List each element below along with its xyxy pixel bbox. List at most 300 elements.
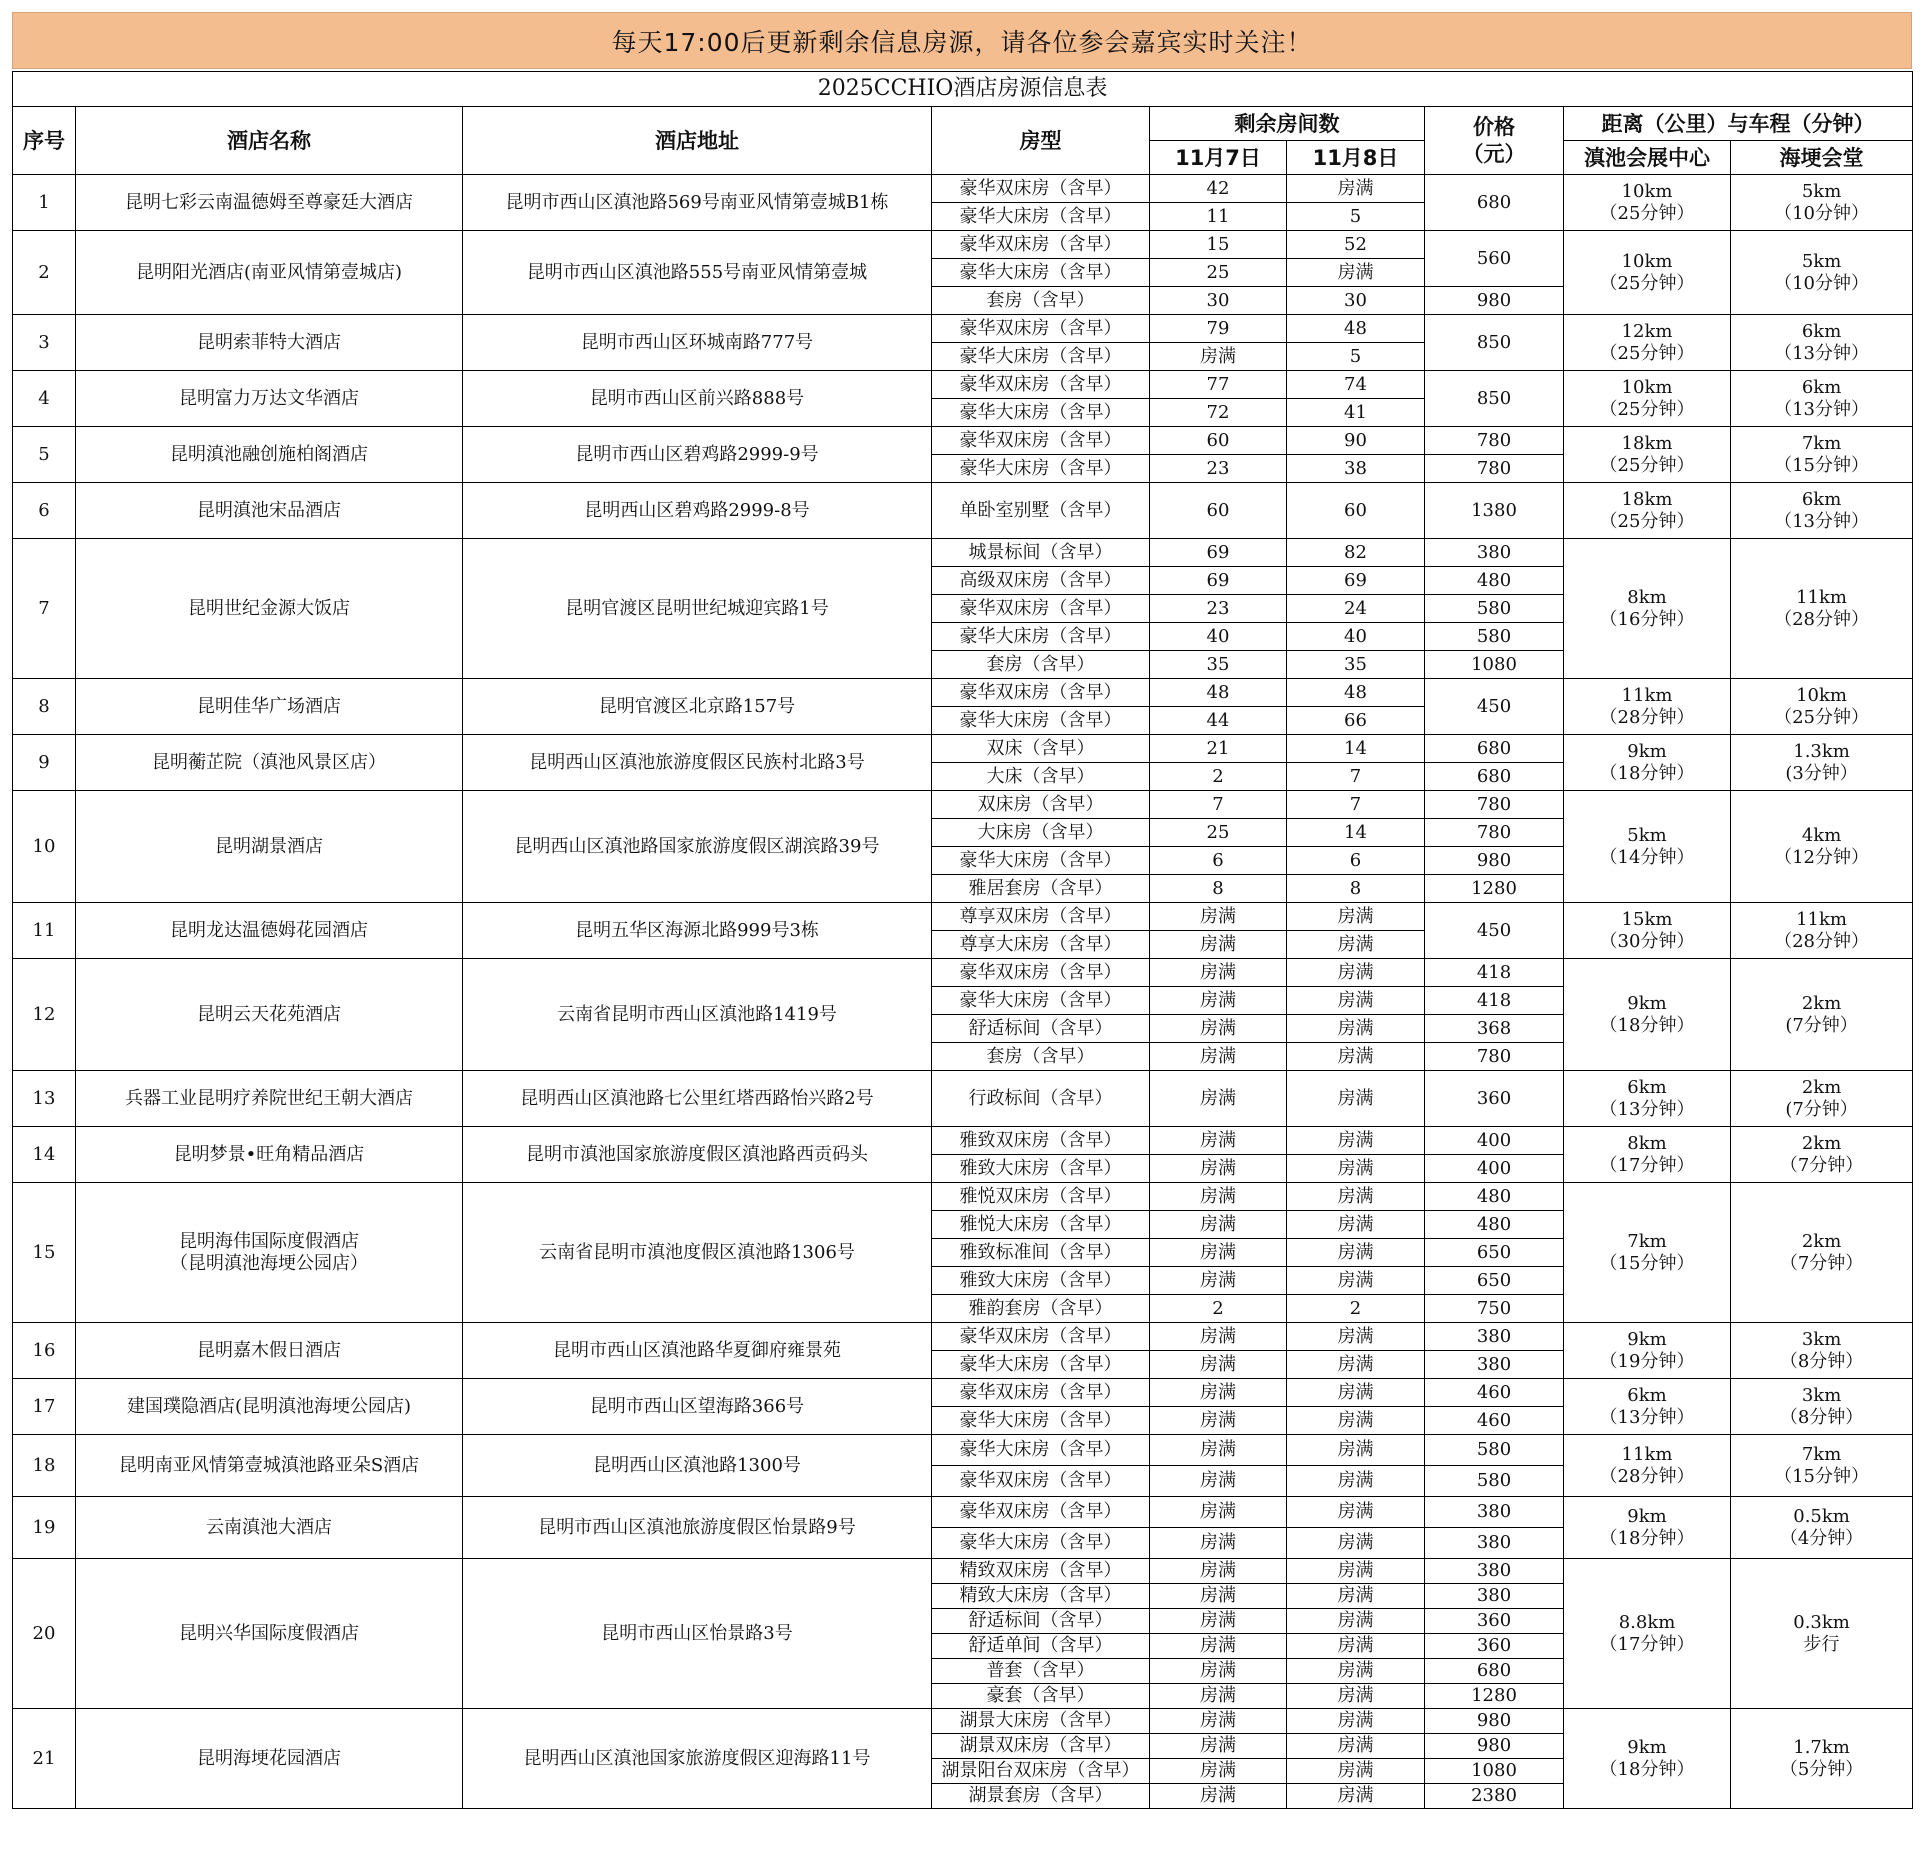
hotel-no: 12 [13,959,76,1071]
rooms-nov8: 房满 [1287,1211,1425,1239]
hotel-name [76,959,463,1071]
rooms-nov8: 房满 [1287,1407,1425,1435]
drive-time: （25分钟） [1599,454,1695,476]
room-price: 850 [1425,315,1564,371]
distance-haigeng [1731,1709,1913,1809]
hotel-name-line: 建国璞隐酒店(昆明滇池海埂公园店) [126,1395,412,1417]
drive-time: （18分钟） [1599,762,1695,784]
rooms-nov7: 15 [1150,231,1287,259]
hotel-name-line: 昆明梦景•旺角精品酒店 [173,1143,365,1165]
room-type: 双床（含早） [932,735,1150,763]
table-row [13,483,1913,539]
room-price: 580 [1425,595,1564,623]
rooms-nov8: 房满 [1287,1043,1425,1071]
hotel-name [76,1071,463,1127]
rooms-nov8: 房满 [1287,1584,1425,1609]
room-type: 豪华双床房（含早） [932,1466,1150,1497]
distance-haigeng [1731,1127,1913,1183]
room-type: 豪华双床房（含早） [932,1323,1150,1351]
hotel-name [76,371,463,427]
room-type: 大床房（含早） [932,819,1150,847]
distance-dianchi [1564,959,1731,1071]
room-type: 豪华双床房（含早） [932,175,1150,203]
table-row [13,735,1913,763]
distance-dianchi [1564,1497,1731,1559]
hotel-no: 3 [13,315,76,371]
room-type: 舒适单间（含早） [932,1634,1150,1659]
rooms-nov7: 35 [1150,651,1287,679]
hotel-no: 19 [13,1497,76,1559]
distance-haigeng [1731,1071,1913,1127]
room-price: 580 [1425,623,1564,651]
distance-km: 10km [1621,376,1673,398]
rooms-nov8: 7 [1287,763,1425,791]
hotel-address: 昆明市西山区滇池路555号南亚风情第壹城 [463,231,932,315]
rooms-nov7: 房满 [1150,1734,1287,1759]
room-price: 780 [1425,819,1564,847]
room-type: 尊享大床房（含早） [932,931,1150,959]
rooms-nov7: 房满 [1150,1559,1287,1584]
room-type: 豪华大床房（含早） [932,623,1150,651]
room-type: 豪华大床房（含早） [932,1528,1150,1559]
rooms-nov7: 房满 [1150,1351,1287,1379]
distance-haigeng [1731,903,1913,959]
rooms-nov7: 6 [1150,847,1287,875]
distance-dianchi [1564,1435,1731,1497]
rooms-nov8: 5 [1287,343,1425,371]
drive-time: （8分钟） [1779,1350,1864,1372]
distance-dianchi [1564,483,1731,539]
room-type: 雅悦双床房（含早） [932,1183,1150,1211]
rooms-nov7: 房满 [1150,1634,1287,1659]
hotel-name [76,1497,463,1559]
hotel-no: 15 [13,1183,76,1323]
rooms-nov7: 房满 [1150,1584,1287,1609]
rooms-nov8: 82 [1287,539,1425,567]
rooms-nov8: 14 [1287,735,1425,763]
room-price: 560 [1425,231,1564,287]
distance-dianchi [1564,427,1731,483]
rooms-nov8: 房满 [1287,1466,1425,1497]
distance-dianchi [1564,1183,1731,1323]
hotel-name-line: 昆明世纪金源大饭店 [188,597,350,619]
distance-km: 12km [1621,320,1673,342]
header-no: 序号 [13,107,76,175]
rooms-nov7: 房满 [1150,1466,1287,1497]
hotel-name-line: 昆明嘉木假日酒店 [197,1339,341,1361]
rooms-nov7: 房满 [1150,1784,1287,1809]
hotel-name [76,483,463,539]
rooms-nov7: 房满 [1150,1043,1287,1071]
hotel-no: 6 [13,483,76,539]
hotel-name-line: 兵器工业昆明疗养院世纪王朝大酒店 [125,1087,413,1109]
hotel-address: 昆明市西山区滇池路华夏御府雍景苑 [463,1323,932,1379]
rooms-nov8: 房满 [1287,1528,1425,1559]
hotel-address: 昆明西山区滇池国家旅游度假区迎海路11号 [463,1709,932,1809]
header-remaining-rooms: 剩余房间数 [1150,107,1425,141]
distance-km: 10km [1621,180,1673,202]
hotel-no: 16 [13,1323,76,1379]
rooms-nov8: 24 [1287,595,1425,623]
distance-km: 6km [1801,320,1842,342]
distance-dianchi [1564,903,1731,959]
hotel-table [12,71,1913,1809]
room-price: 460 [1425,1407,1564,1435]
drive-time: （13分钟） [1599,1098,1695,1120]
room-type: 豪华双床房（含早） [932,427,1150,455]
rooms-nov8: 90 [1287,427,1425,455]
drive-time: （7分钟） [1779,1252,1864,1274]
rooms-nov8: 房满 [1287,903,1425,931]
rooms-nov8: 8 [1287,875,1425,903]
room-price: 850 [1425,371,1564,427]
rooms-nov7: 42 [1150,175,1287,203]
distance-dianchi [1564,1559,1731,1709]
rooms-nov7: 房满 [1150,1709,1287,1734]
rooms-nov8: 6 [1287,847,1425,875]
rooms-nov8: 房满 [1287,959,1425,987]
rooms-nov7: 房满 [1150,1497,1287,1528]
distance-km: 11km [1621,684,1673,706]
hotel-address: 云南省昆明市滇池度假区滇池路1306号 [463,1183,932,1323]
table-row [13,1071,1913,1127]
rooms-nov8: 40 [1287,623,1425,651]
hotel-address: 昆明市滇池国家旅游度假区滇池路西贡码头 [463,1127,932,1183]
hotel-sheet [12,12,1912,1809]
rooms-nov8: 35 [1287,651,1425,679]
drive-time: （28分钟） [1774,930,1869,952]
rooms-nov8: 房满 [1287,1071,1425,1127]
hotel-name-line: 昆明滇池融创施柏阁酒店 [170,443,368,465]
distance-haigeng [1731,231,1913,315]
room-price: 380 [1425,1497,1564,1528]
header-price-unit: （元） [1462,141,1526,166]
room-price: 360 [1425,1634,1564,1659]
rooms-nov7: 77 [1150,371,1287,399]
rooms-nov8: 房满 [1287,1709,1425,1734]
distance-dianchi [1564,315,1731,371]
distance-km: 2km [1801,1132,1842,1154]
room-type: 精致大床房（含早） [932,1584,1150,1609]
distance-dianchi [1564,539,1731,679]
drive-time: （30分钟） [1599,930,1695,952]
room-type: 豪华大床房（含早） [932,847,1150,875]
distance-km: 5km [1801,180,1842,202]
table-row [13,1323,1913,1351]
rooms-nov7: 72 [1150,399,1287,427]
hotel-name-line: 昆明佳华广场酒店 [197,695,341,717]
drive-time: （18分钟） [1599,1014,1695,1036]
hotel-name-line: 昆明海伟国际度假酒店 [179,1230,359,1252]
rooms-nov7: 8 [1150,875,1287,903]
header-price [1425,107,1564,175]
rooms-nov7: 房满 [1150,343,1287,371]
rooms-nov7: 房满 [1150,1127,1287,1155]
table-row [13,903,1913,931]
rooms-nov7: 房满 [1150,1071,1287,1127]
hotel-no: 13 [13,1071,76,1127]
hotel-address: 昆明官渡区昆明世纪城迎宾路1号 [463,539,932,679]
room-price: 400 [1425,1155,1564,1183]
room-type: 单卧室别墅（含早） [932,483,1150,539]
room-type: 套房（含早） [932,287,1150,315]
rooms-nov7: 23 [1150,595,1287,623]
rooms-nov7: 48 [1150,679,1287,707]
rooms-nov7: 79 [1150,315,1287,343]
room-price: 380 [1425,1559,1564,1584]
rooms-nov7: 房满 [1150,1211,1287,1239]
hotel-name-line: 云南滇池大酒店 [206,1516,332,1538]
room-price: 980 [1425,1734,1564,1759]
rooms-nov7: 25 [1150,259,1287,287]
hotel-no: 9 [13,735,76,791]
distance-km: 3km [1801,1328,1842,1350]
rooms-nov8: 房满 [1287,1155,1425,1183]
room-price: 780 [1425,791,1564,819]
room-type: 湖景双床房（含早） [932,1734,1150,1759]
room-price: 780 [1425,427,1564,455]
distance-km: 9km [1627,740,1667,762]
drive-time: （25分钟） [1599,272,1695,294]
hotel-address: 昆明市西山区滇池旅游度假区怡景路9号 [463,1497,932,1559]
distance-km: 2km [1801,1230,1842,1252]
hotel-name-line: 昆明海埂花园酒店 [197,1747,341,1769]
rooms-nov8: 房满 [1287,1497,1425,1528]
room-price: 680 [1425,763,1564,791]
rooms-nov7: 房满 [1150,1435,1287,1466]
hotel-no: 8 [13,679,76,735]
distance-haigeng [1731,1323,1913,1379]
drive-time: （28分钟） [1599,1465,1695,1487]
room-type: 豪华大床房（含早） [932,399,1150,427]
distance-km: 6km [1801,376,1842,398]
hotel-address: 昆明市西山区环城南路777号 [463,315,932,371]
room-type: 城景标间（含早） [932,539,1150,567]
room-price: 480 [1425,567,1564,595]
rooms-nov7: 2 [1150,1295,1287,1323]
drive-time: （19分钟） [1599,1350,1695,1372]
room-price: 380 [1425,539,1564,567]
rooms-nov7: 房满 [1150,1684,1287,1709]
hotel-name [76,1709,463,1809]
room-price: 360 [1425,1609,1564,1634]
hotel-name-line: 昆明云天花苑酒店 [197,1003,341,1025]
room-price: 580 [1425,1466,1564,1497]
table-row [13,1127,1913,1155]
distance-km: 11km [1621,1443,1673,1465]
distance-haigeng [1731,1183,1913,1323]
distance-km: 2km [1801,1076,1842,1098]
distance-km: 0.3km [1793,1611,1850,1633]
rooms-nov8: 房满 [1287,1559,1425,1584]
rooms-nov8: 房满 [1287,1734,1425,1759]
room-price: 680 [1425,735,1564,763]
drive-time: （25分钟） [1599,398,1695,420]
distance-km: 6km [1627,1076,1667,1098]
hotel-name [76,1435,463,1497]
drive-time: （13分钟） [1774,342,1869,364]
drive-time: （28分钟） [1774,608,1869,630]
rooms-nov8: 房满 [1287,1435,1425,1466]
distance-km: 3km [1801,1384,1842,1406]
rooms-nov7: 40 [1150,623,1287,651]
room-type: 雅致双床房（含早） [932,1127,1150,1155]
distance-km: 11km [1796,586,1847,608]
rooms-nov8: 41 [1287,399,1425,427]
distance-dianchi [1564,1379,1731,1435]
table-row [13,791,1913,819]
table-row [13,315,1913,343]
distance-dianchi [1564,1127,1731,1183]
table-row [13,1497,1913,1528]
room-type: 湖景阳台双床房（含早） [932,1759,1150,1784]
hotel-name [76,539,463,679]
distance-haigeng [1731,791,1913,903]
room-price: 380 [1425,1351,1564,1379]
drive-time: （15分钟） [1774,1465,1869,1487]
room-type: 豪华大床房（含早） [932,343,1150,371]
rooms-nov7: 房满 [1150,1239,1287,1267]
hotel-no: 21 [13,1709,76,1809]
rooms-nov8: 房满 [1287,175,1425,203]
drive-time: (7分钟） [1785,1014,1858,1036]
room-type: 豪华双床房（含早） [932,1497,1150,1528]
room-type: 豪华大床房（含早） [932,707,1150,735]
distance-haigeng [1731,315,1913,371]
hotel-address: 昆明市西山区滇池路569号南亚风情第壹城B1栋 [463,175,932,231]
rooms-nov7: 房满 [1150,931,1287,959]
room-price: 1280 [1425,1684,1564,1709]
rooms-nov8: 74 [1287,371,1425,399]
room-type: 豪华双床房（含早） [932,1379,1150,1407]
room-price: 418 [1425,987,1564,1015]
rooms-nov7: 房满 [1150,1183,1287,1211]
room-type: 豪华大床房（含早） [932,259,1150,287]
rooms-nov7: 房满 [1150,1659,1287,1684]
rooms-nov7: 30 [1150,287,1287,315]
rooms-nov8: 房满 [1287,987,1425,1015]
room-type: 尊享双床房（含早） [932,903,1150,931]
header-dianchi: 滇池会展中心 [1564,141,1731,175]
drive-time: （25分钟） [1599,342,1695,364]
room-price: 380 [1425,1528,1564,1559]
update-notice-banner: 每天17:00后更新剩余信息房源，请各位参会嘉宾实时关注！ [12,12,1912,69]
distance-dianchi [1564,1071,1731,1127]
room-type: 豪华双床房（含早） [932,595,1150,623]
distance-km: 6km [1627,1384,1667,1406]
distance-km: 5km [1801,250,1842,272]
distance-dianchi [1564,371,1731,427]
rooms-nov8: 房满 [1287,1351,1425,1379]
table-row [13,1709,1913,1734]
distance-km: 5km [1627,824,1667,846]
hotel-table-body [13,175,1913,1809]
drive-time: （25分钟） [1774,706,1869,728]
drive-time: （15分钟） [1774,454,1869,476]
room-price: 450 [1425,903,1564,959]
hotel-name-line: 昆明阳光酒店(南亚风情第壹城店) [135,261,403,283]
distance-haigeng [1731,1497,1913,1559]
rooms-nov7: 25 [1150,819,1287,847]
room-price: 1280 [1425,875,1564,903]
room-type: 舒适标间（含早） [932,1015,1150,1043]
drive-time: （10分钟） [1774,272,1869,294]
rooms-nov7: 2 [1150,763,1287,791]
rooms-nov7: 44 [1150,707,1287,735]
hotel-name-line: 昆明索菲特大酒店 [197,331,341,353]
distance-haigeng [1731,483,1913,539]
room-type: 豪华大床房（含早） [932,1351,1150,1379]
room-price: 680 [1425,175,1564,231]
rooms-nov8: 38 [1287,455,1425,483]
room-price: 400 [1425,1127,1564,1155]
drive-time: （10分钟） [1774,202,1869,224]
hotel-address: 云南省昆明市西山区滇池路1419号 [463,959,932,1071]
drive-time: （13分钟） [1599,1406,1695,1428]
hotel-no: 20 [13,1559,76,1709]
room-type: 豪华双床房（含早） [932,371,1150,399]
room-type: 双床房（含早） [932,791,1150,819]
hotel-name [76,735,463,791]
hotel-no: 17 [13,1379,76,1435]
header-address: 酒店地址 [463,107,932,175]
room-type: 湖景套房（含早） [932,1784,1150,1809]
drive-time: （25分钟） [1599,202,1695,224]
hotel-address: 昆明官渡区北京路157号 [463,679,932,735]
rooms-nov7: 房满 [1150,987,1287,1015]
table-row [13,231,1913,259]
rooms-nov8: 30 [1287,287,1425,315]
distance-dianchi [1564,735,1731,791]
distance-dianchi [1564,1323,1731,1379]
rooms-nov8: 房满 [1287,1239,1425,1267]
rooms-nov7: 房满 [1150,1759,1287,1784]
header-price-label: 价格 [1473,114,1515,139]
distance-km: 18km [1621,488,1673,510]
header-hotel-name: 酒店名称 [76,107,463,175]
rooms-nov7: 23 [1150,455,1287,483]
drive-time: （15分钟） [1599,1252,1695,1274]
rooms-nov8: 14 [1287,819,1425,847]
hotel-name [76,1379,463,1435]
room-type: 高级双床房（含早） [932,567,1150,595]
rooms-nov8: 房满 [1287,1379,1425,1407]
rooms-nov7: 11 [1150,203,1287,231]
distance-km: 9km [1627,1505,1667,1527]
table-row [13,539,1913,567]
distance-km: 6km [1801,488,1842,510]
distance-km: 4km [1801,824,1842,846]
room-price: 780 [1425,455,1564,483]
rooms-nov7: 房满 [1150,1528,1287,1559]
hotel-name [76,1559,463,1709]
room-price: 650 [1425,1267,1564,1295]
rooms-nov7: 60 [1150,427,1287,455]
room-price: 1080 [1425,651,1564,679]
distance-km: 11km [1796,908,1847,930]
room-type: 雅悦大床房（含早） [932,1211,1150,1239]
distance-km: 1.7km [1793,1736,1850,1758]
hotel-name-line: 昆明兴华国际度假酒店 [179,1622,359,1644]
drive-time: （8分钟） [1779,1406,1864,1428]
room-price: 580 [1425,1435,1564,1466]
room-type: 雅居套房（含早） [932,875,1150,903]
hotel-address: 昆明西山区滇池路1300号 [463,1435,932,1497]
rooms-nov8: 房满 [1287,259,1425,287]
hotel-no: 5 [13,427,76,483]
hotel-name-line: 昆明南亚风情第壹城滇池路亚朵S酒店 [118,1454,420,1476]
header-distance: 距离（公里）与车程（分钟） [1564,107,1913,141]
